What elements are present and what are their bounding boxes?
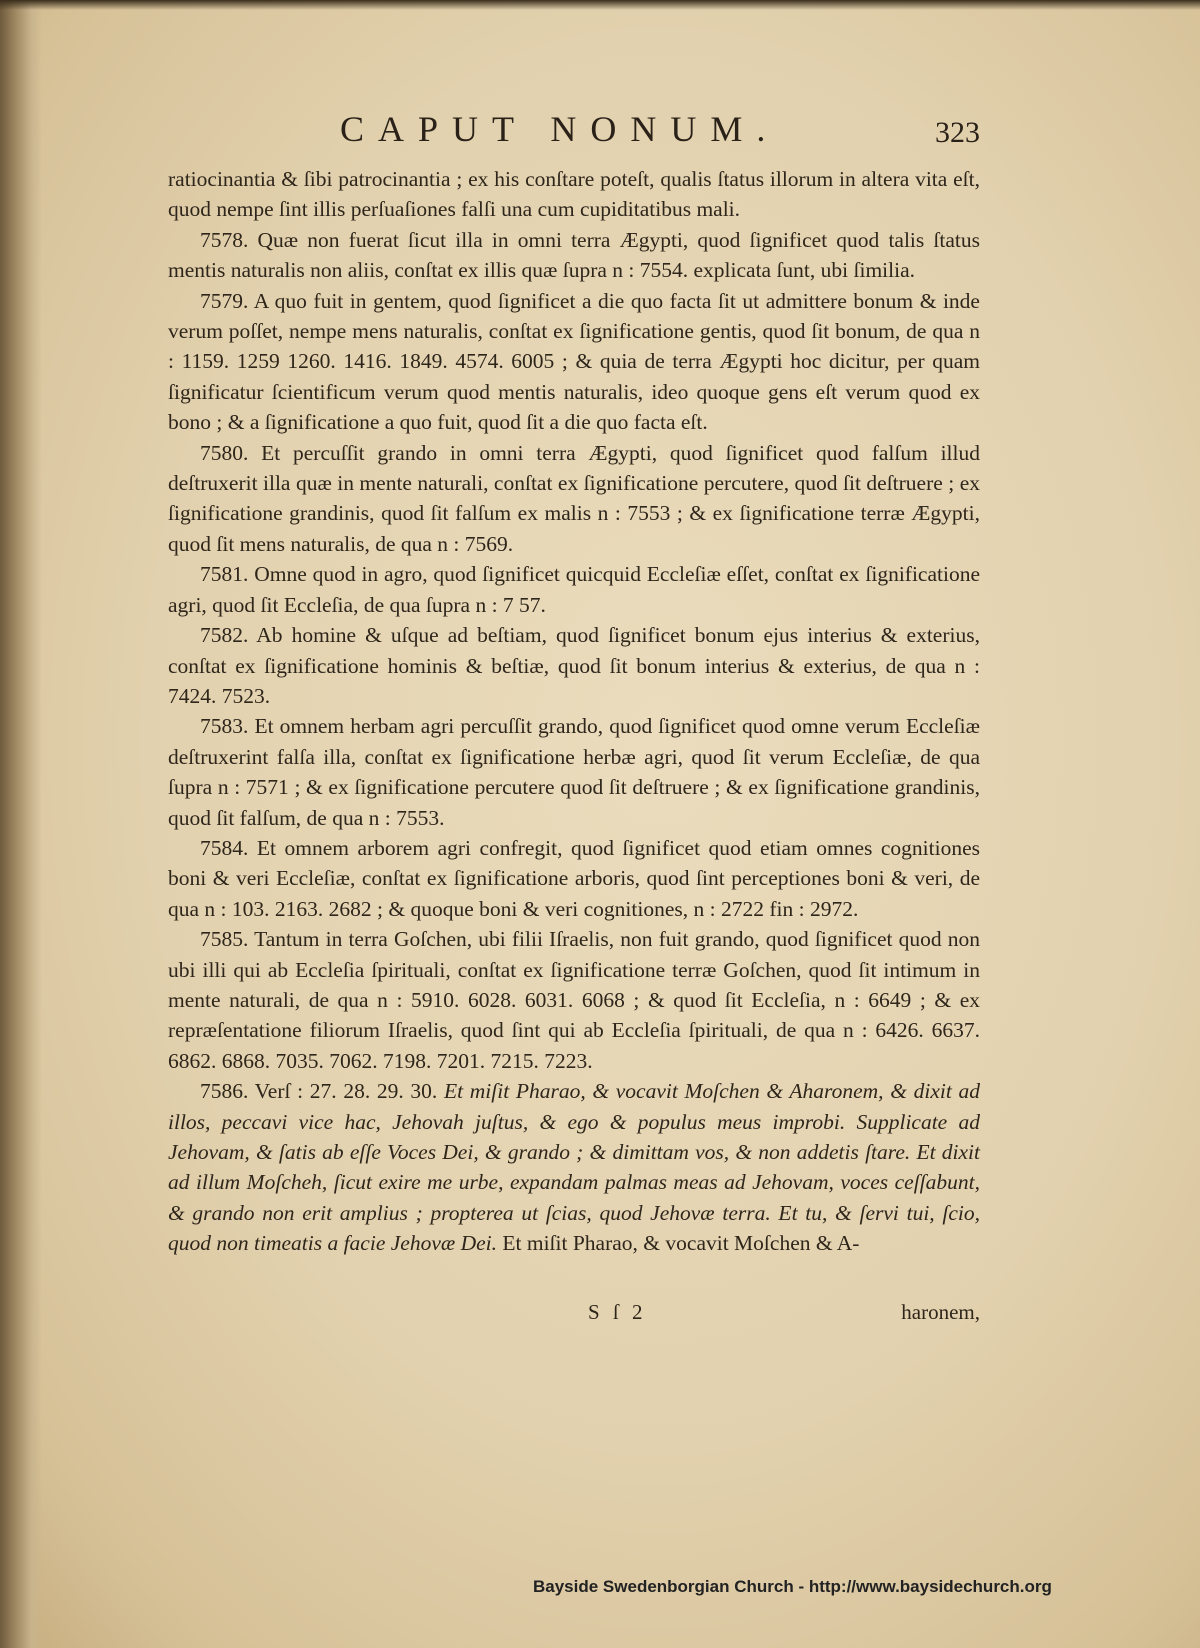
paragraph-number: 7579. — [200, 288, 249, 313]
paragraph-7584 — [168, 833, 980, 924]
page-footer — [168, 1300, 980, 1340]
binding-gutter — [0, 0, 42, 1648]
page-number: 323 — [935, 116, 980, 149]
paragraph-number: 7578. — [200, 227, 249, 252]
source-watermark: Bayside Swedenborgian Church - http://www.baysidechurch.org — [533, 1577, 1052, 1596]
paragraph-text: Verſ : 27. 28. 29. 30. — [254, 1079, 438, 1104]
paragraph-7585 — [168, 924, 980, 1076]
paragraph-text: Et percuſſit grando in omni terra Ægypti, quod ſignificet quod falſum illud deſtruxerit illa quæ in mente naturali, conſtat ex ſignificatione percutere, quod ſit deſtruere ; ex ſignificatione grandinis, quod ſit falſum ex malis n : 7553 ; & ex ſignificatione terræ Ægypti, quod ſit mens naturalis, de qua n : 7569. — [168, 440, 981, 556]
paragraph-text: A quo fuit in gentem, quod ſignificet a die quo facta ſit ut admittere bonum & inde verum poſſet, nempe mens naturalis, conſtat ex ſignificatione gentis, quod ſit bonum, de qua n : 1159. 1259 1260. 1416. 1849. 4574. 6005 ; & quia de terra Ægypti hoc dicitur, per quam ſignificatur ſcientificum verum quod mentis naturalis, ideo quoque gens eſt verum quod ex bono ; & a ſignificatione a quo fuit, quod ſit a die quo facta eſt. — [168, 288, 980, 435]
paragraph-7580 — [168, 438, 980, 560]
scripture-quotation: Et miſit Pharao, & vocavit Moſchen & Aharonem, & dixit ad illos, peccavi vice hac, Jehovah juſtus, & ego & populus meus improbi. Supplicate ad Jehovam, & ſatis ab eſſe Voces Dei, & grando ; & dimittam vos, & non addetis ſtare. Et dixit ad illum Moſcheh, ſicut exire me urbe, expandam palmas meas ad Jehovam, voces ceſſabunt, & grando non erit amplius ; propterea ut ſcias, quod Jehovæ terra. Et tu, & ſervi tui, ſcio, quod non timeatis a facie Jehovæ Dei. — [168, 1079, 980, 1256]
paragraph-text: ratiocinantia & ſibi patrocinantia ; ex his conſtare poteſt, qualis ſtatus illorum in altera vita eſt, quod nempe ſint illis perſuaſiones falſi una cum cupiditatibus mali. — [168, 167, 980, 222]
running-head: CAPUT NONUM. — [340, 109, 780, 149]
paragraph-number: 7581. — [200, 562, 249, 587]
paragraph-7583 — [168, 711, 980, 833]
paragraph-number: 7586. — [200, 1079, 249, 1104]
paragraph-text: Omne quod in agro, quod ſignificet quicquid Eccleſiæ eſſet, conſtat ex ſignificatione agri, quod ſit Eccleſia, de qua ſupra n : 7 57. — [168, 562, 980, 617]
paragraph-number: 7584. — [200, 835, 249, 860]
paragraph-tail: Et miſit Pharao, & vocavit Moſchen & A- — [502, 1231, 860, 1256]
paragraph-text: Et omnem arborem agri confregit, quod ſignificet quod etiam omnes cognitiones boni & veri Eccleſiæ, conſtat ex ſignificatione arboris, quod ſint perceptiones boni & veri, de qua n : 103. 2163. 2682 ; & quoque boni & veri cognitiones, n : 2722 fin : 2972. — [168, 835, 981, 921]
paragraph-number: 7580. — [200, 440, 249, 465]
paragraph-continuation — [168, 164, 980, 225]
paragraph-7582 — [168, 620, 980, 711]
paragraph-text: Quæ non fuerat ſicut illa in omni terra Ægypti, quod ſignificet quod talis ſtatus mentis naturalis non aliis, conſtat ex illis quæ ſupra n : 7554. explicata ſunt, ubi ſimilia. — [168, 227, 980, 283]
paragraph-7578 — [168, 225, 980, 286]
paragraph-7581 — [168, 559, 980, 620]
paragraph-number: 7582. — [200, 623, 249, 648]
page-header — [170, 108, 980, 158]
paragraph-7586 — [168, 1076, 980, 1258]
signature-mark: S ſ 2 — [588, 1300, 647, 1324]
paragraph-text: Tantum in terra Goſchen, ubi filii Iſraelis, non fuit grando, quod ſignificet quod non ubi illi qui ab Eccleſia ſpirituali, conſtat ex ſignificatione terræ Goſchen, quod ſit intimum in mente naturali, de qua n : 5910. 6028. 6031. 6068 ; & quod ſit Eccleſia, n : 6649 ; & ex repræſentatione filiorum Iſraelis, quod ſint qui ab Eccleſia ſpirituali, de qua n : 6426. 6637. 6862. 6868. 7035. 7062. 7198. 7201. 7215. 7223. — [168, 927, 980, 1073]
paragraph-7579 — [168, 286, 980, 438]
body-text — [168, 164, 980, 1259]
paragraph-text: Et omnem herbam agri percuſſit grando, quod ſignificet quod omne verum Eccleſiæ deſtruxerint falſa illa, conſtat ex ſignificatione herbæ agri, quod ſit verum Eccleſiæ, de qua ſupra n : 7571 ; & ex ſignificatione percutere quod ſit deſtruere ; & ex ſignificatione grandinis, quod ſit falſum, de qua n : 7553. — [168, 714, 980, 830]
paragraph-number: 7583. — [200, 714, 249, 739]
page-top-edge — [0, 0, 1200, 10]
paragraph-text: Ab homine & uſque ad beſtiam, quod ſignificet bonum ejus interius & exterius, conſtat ex ſignificatione hominis & beſtiæ, quod ſit bonum interius & exterius, de qua n : 7424. 7523. — [168, 623, 980, 708]
paragraph-number: 7585. — [200, 927, 249, 952]
catchword: haronem, — [901, 1300, 980, 1324]
